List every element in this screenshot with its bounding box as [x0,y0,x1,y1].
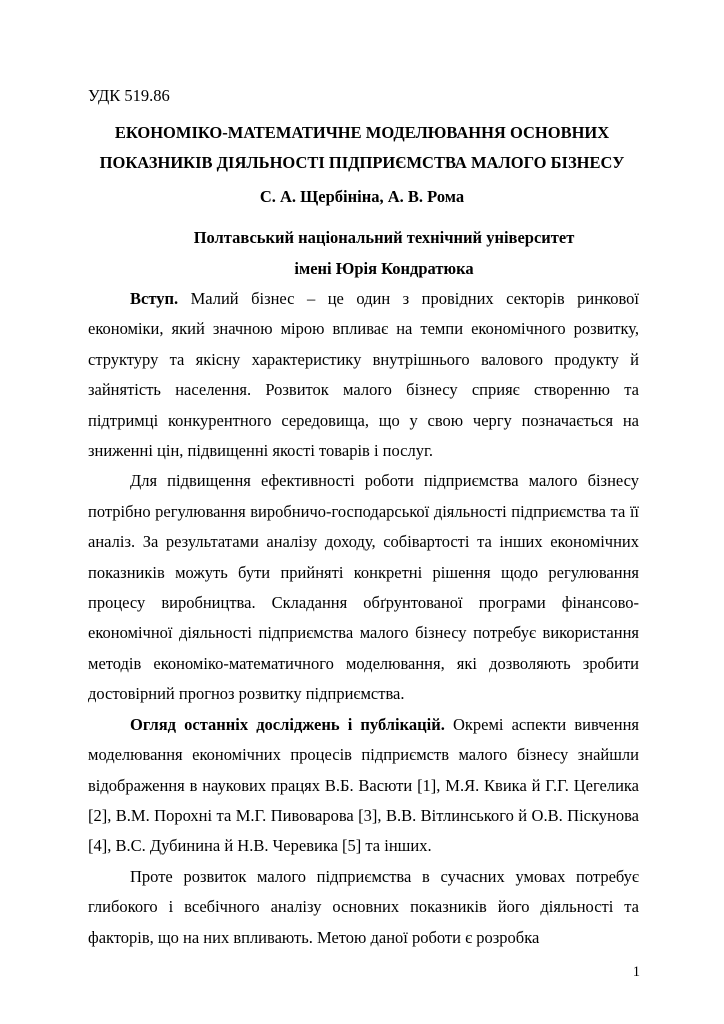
paragraph-2: Для підвищення ефективності роботи підприємства малого бізнесу потрібно регулювання виробничо-господарської діяльності підприємства та її аналіз. За результатами аналізу доходу, собівартості та інших економічних показників можуть бути прийняті конкретні рішення щодо регулювання процесу виробництва. Складання обґрунтованої програми фінансово-економічної діяльності підприємства малого бізнесу потребує використання методів економіко-математичного моделювання, які дозволяють зробити достовірний прогноз розвитку підприємства. [88,471,639,704]
review-heading: Огляд останніх досліджень і публікацій. [130,714,445,734]
title-line-1: ЕКОНОМІКО-МАТЕМАТИЧНЕ МОДЕЛЮВАННЯ ОСНОВНИХ [114,123,610,142]
paper-title [60,118,664,178]
affiliation-line-1: Полтавський національний технічний університет [193,228,575,247]
title-line-2: ПОКАЗНИКІВ ДІЯЛЬНОСТІ ПІДПРИЄМСТВА МАЛОГО БІЗНЕСУ [99,153,625,172]
intro-text: Малий бізнес – це один з провідних секторів ринкової економіки, який значною мірою впливає на темпи економічного розвитку, структуру та якісну характеристику внутрішнього валового продукту й зайнятість населення. Розвиток малого бізнесу сприяє створенню та підтримці конкурентного середовища, що у свою чергу позначається на зниженні цін, підвищенні якості товарів і послуг. [88,289,639,461]
review-text: Окремі аспекти вивчення моделювання економічних процесів підприємств малого бізнесу знайшли відображення в наукових працях В.Б. Васюти [1], М.Я. Квика й Г.Г. Цегелика [2], В.М. Порохні та М.Г. Пивоварова [3], В.В. Вітлинського й О.В. Піскунова [4], В.С. Дубинина й Н.В. Черевика [5] та інших. [88,714,639,856]
page-number: 1 [632,964,640,980]
body-text [88,284,639,953]
intro-heading: Вступ. [130,289,179,308]
affiliation [100,222,668,284]
paragraph-intro [88,284,639,466]
affiliation-line-2: імені Юрія Кондратюка [294,259,474,278]
paragraph-4: Проте розвиток малого підприємства в сучасних умовах потребує глибокого і всебічного аналізу основних показників його діяльності та факторів, що на них впливають. Метою даної роботи є розробка [88,866,639,947]
udk-code: УДК 519.86 [88,86,170,105]
authors: С. А. Щербініна, А. В. Рома [259,187,465,206]
paragraph-review [88,710,639,862]
